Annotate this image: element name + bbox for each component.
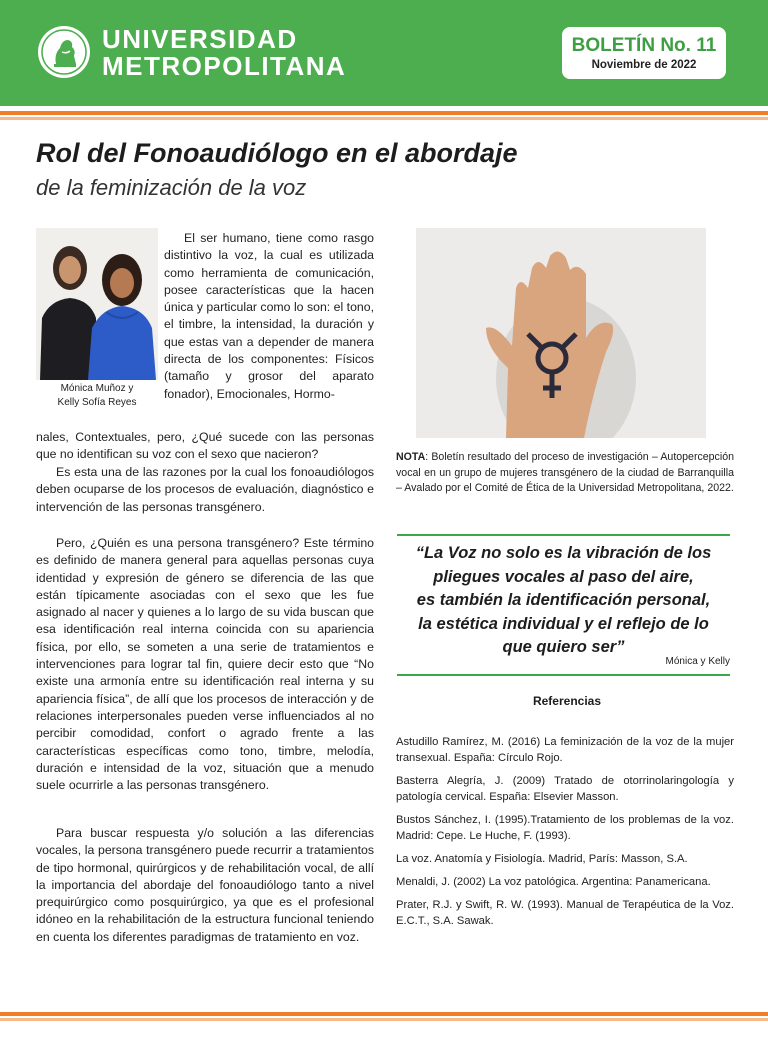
pull-quote [397,542,730,660]
nota-label: NOTA [396,451,426,463]
quote-line-2: pliegues vocales al paso del aire, [433,567,694,586]
article-title: Rol del Fonoaudiólogo en el abordaje [36,138,518,168]
reference-item: La voz. Anatomía y Fisiología. Madrid, París: Masson, S.A. [396,853,688,865]
photo-caption-line1: Mónica Muñoz y [60,383,134,394]
university-logo-icon [36,24,92,80]
bottom-divider-light [0,1018,768,1021]
research-note [396,450,734,497]
quote-author: Mónica y Kelly [665,656,730,667]
bulletin-badge [562,27,726,79]
reference-item: Basterra Alegría, J. (2009) Tratado de otorrinolaringología y patología cervical. España: Elsevier Masson. [396,775,734,803]
reference-item: Astudillo Ramírez, M. (2016) La feminización de la voz de la mujer transexual. España: Círculo Rojo. [396,736,734,764]
bulletin-date: Noviembre de 2022 [591,59,697,71]
paragraph-transgender-definition: Pero, ¿Quién es una persona transgénero? Este término es definido de manera general para aquellas personas cuya identidad y expresión de género se diferencia de las que están típicamente asociadas con el sexo que les fue asignado al nacer y quienes a lo largo de su vida buscan que esa identificación real interna coincida con su apariencia física, por ello, se someten a una serie de tratamientos e intervenciones para lograr tal fin, quiere decir esto que “No existe una armonía entre su identificación real interna y su apariencia física”, de allí que los procesos de interacción y de relaciones interpersonales pueden verse influenciados al no percibir comodidad, confort o agrado frente a las características específicas como tono, timbre, melodía, duración e intensidad de la voz, situación que a menudo suele ocurrirle a las personas transgénero. [36,536,374,793]
quote-line-1: “La Voz no solo es la vibración de los [415,544,712,562]
university-name-line2: METROPOLITANA [102,51,347,81]
photo-caption [36,382,158,410]
quote-rule-top [397,534,730,536]
bottom-divider-orange [0,1012,768,1016]
quote-line-5: que quiero ser” [502,638,625,656]
nota-text: : Boletín resultado del proceso de investigación – Autopercepción vocal en un grupo de mujeres transgénero de la ciudad de Barranquilla – Avalado por el Comité de Ética de la Universidad Metropolitana, 2022. [396,451,734,494]
header-banner [0,0,768,106]
bulletin-number: BOLETÍN No. 11 [571,35,717,56]
top-divider-orange [0,111,768,115]
quote-line-3: es también la identificación personal, [416,591,711,609]
paragraph-reasons: Es esta una de las razones por la cual los fonoaudiólogos deben ocuparse de los procesos de evaluación, diagnóstico e intervención de las personas transgénero. [36,465,374,514]
transgender-symbol-hand-photo [416,228,706,438]
university-name-line1: UNIVERSIDAD [102,24,298,54]
reference-item: Bustos Sánchez, I. (1995).Tratamiento de los problemas de la voz. Madrid: Cepe. Le Huche, F. (1993). [396,814,734,842]
university-name [102,26,346,80]
references-list [396,734,734,936]
reference-item: Prater, R.J. y Swift, R. W. (1993). Manual de Terapéutica de la Voz. E.C.T., S.A. Sawak. [396,899,734,927]
reference-item: Menaldi, J. (2002) La voz patológica. Argentina: Panamericana. [396,876,711,888]
paragraph-intro-continued: nales, Contextuales, pero, ¿Qué sucede con las personas que no identifican su voz con el sexo que nacieron? [36,430,374,462]
quote-line-4: la estética individual y el reflejo de lo [418,614,709,633]
paragraph-treatment: Para buscar respuesta y/o solución a las diferencias vocales, la persona transgénero puede recurrir a tratamientos de tipo hormonal, quirúrgicos y de rehabilitación vocal, de allí la importancia del abordaje del fonoaudiólogo tanto a nivel prequirúrgico como posquirúrgico, ya que es el profesional idóneo en la rehabilitación de la estructura funcional teniendo en cuenta los diferentes paradigmas de tratamiento en voz. [36,826,374,944]
authors-photo [36,228,158,380]
photo-caption-line2: Kelly Sofía Reyes [57,397,137,408]
article-subtitle: de la feminización de la voz [36,175,307,200]
top-divider-light [0,117,768,120]
paragraph-intro: El ser humano, tiene como rasgo distintivo la voz, la cual es utilizada como herramienta de comunicación, posee características que la hacen única y particular como lo son: el tono, el timbre, la intensidad, la duración y que estas van a depender de manera directa de los componentes: Físicos (tamaño y grosor del aparato fonador), Emocionales, Hormo- [164,231,374,401]
references-heading: Referencias [532,694,602,708]
quote-rule-bottom [397,674,730,676]
